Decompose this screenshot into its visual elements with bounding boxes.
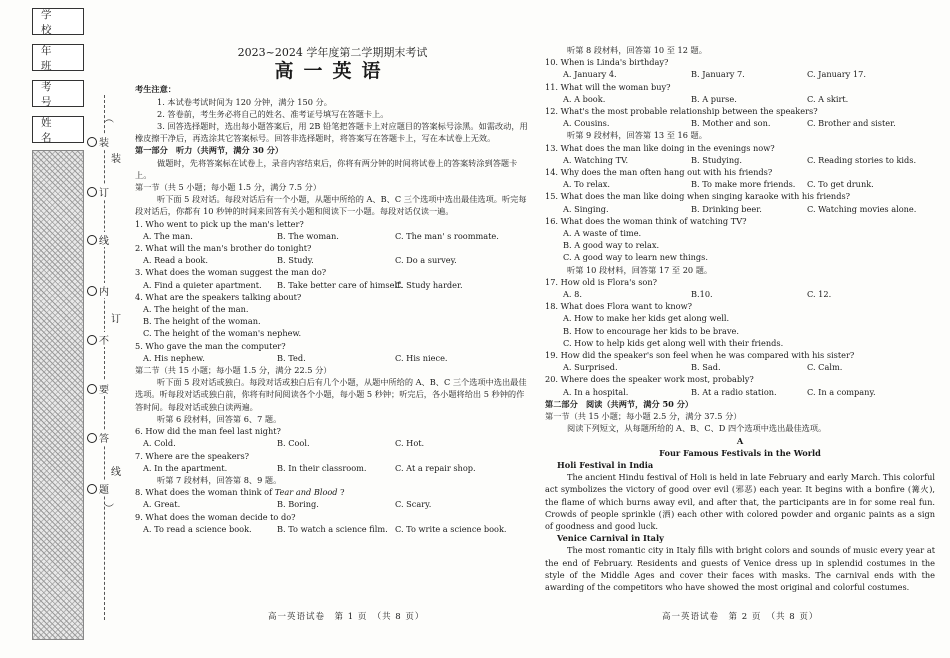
option-a[interactable]: A. To relax. (563, 179, 610, 190)
question-19 (545, 349, 935, 373)
part2-heading: 第二部分 阅读（共两节，满分 50 分） (545, 398, 694, 409)
binding-mid-3: 线 (111, 467, 121, 478)
option-a[interactable]: A. His nephew. (143, 352, 205, 363)
circle-icon (87, 137, 97, 147)
venice-paragraph: The most romantic city in Italy fills with bright colors and sounds of music every year at the end of February. Residents and guests of Venice dress up in splendid costumes in the style of the Middle Ages and cover their faces with masks. The carnival ends with the awarding of the competitors who have showed the most original and colorful costumes. (545, 545, 935, 592)
option-c[interactable]: C. The height of the woman's nephew. (143, 328, 302, 339)
listening-note: 听第 9 段材料，回答第 13 至 16 题。 (567, 130, 707, 141)
option-a[interactable]: A. Surprised. (563, 362, 618, 373)
option-c[interactable]: C. Do a survey. (395, 255, 457, 266)
option-a[interactable]: A. The man. (143, 230, 193, 241)
option-a[interactable]: A. Singing. (563, 203, 609, 214)
option-c[interactable]: C. January 17. (807, 69, 866, 80)
page-2 (545, 44, 935, 593)
exam-number-field[interactable]: 考 号 (32, 80, 84, 107)
binding-mark-text: 不 (99, 336, 109, 347)
stem-text: 8. What does the woman think of (135, 487, 275, 498)
option-a[interactable]: A. Cousins. (563, 118, 610, 129)
question-10 (545, 56, 935, 80)
option-b[interactable]: B. Boring. (277, 499, 319, 510)
option-c[interactable]: C. 12. (807, 289, 832, 300)
question-stem: 2. What will the man's brother do tonight? (135, 243, 312, 254)
question-stem: 19. How did the speaker's son feel when he was compared with his sister? (545, 350, 855, 361)
option-b[interactable]: B. The woman. (277, 230, 339, 241)
option-a[interactable]: A. Read a book. (143, 255, 209, 266)
question-17 (545, 276, 935, 300)
question-14 (545, 166, 935, 190)
exam-title: 2023~2024 学年度第二学期期末考试 (237, 46, 428, 59)
option-b[interactable]: B. Sad. (691, 362, 721, 373)
question-stem: 18. What does Flora want to know? (545, 301, 692, 312)
option-c[interactable]: C. Watching movies alone. (807, 203, 917, 214)
question-stem: 17. How old is Flora's son? (545, 276, 657, 287)
option-c[interactable]: C. A skirt. (807, 93, 849, 104)
question-stem: 3. What does the woman suggest the man do? (135, 267, 327, 278)
binding-mark-text: 答 (99, 434, 109, 445)
question-6 (135, 425, 530, 449)
binding-mark-text: 线 (99, 236, 109, 247)
question-stem: 16. What does the woman think of watching TV? (545, 215, 747, 226)
option-a[interactable]: A. 8. (563, 289, 582, 300)
binding-mark-text: 内 (99, 287, 109, 298)
binding-mid-2: 订 (111, 314, 121, 325)
notes-heading: 考生注意： (135, 84, 176, 95)
option-a[interactable]: A. A waste of time. (563, 228, 642, 239)
binding-mark-1 (87, 134, 109, 149)
binding-mid-1: 装 (111, 154, 121, 165)
binding-mark-text: 要 (99, 385, 109, 396)
binding-mark-7 (87, 430, 109, 445)
circle-icon (87, 286, 97, 296)
option-b[interactable]: B. Mother and son. (691, 118, 771, 129)
option-b[interactable]: B. To watch a science film. (277, 523, 388, 534)
passage-letter: A (736, 435, 744, 446)
page-1 (135, 0, 530, 535)
circle-icon (87, 187, 97, 197)
option-c[interactable]: C. A good way to learn new things. (563, 252, 708, 263)
option-b[interactable]: B. Cool. (277, 438, 310, 449)
option-b[interactable]: B. Studying. (691, 154, 742, 165)
question-stem: 12. What's the most probable relationship between the speakers? (545, 106, 818, 117)
holi-heading: Holi Festival in India (557, 459, 654, 470)
paren-bottom: ︶ (104, 504, 114, 515)
option-a[interactable]: A. In the apartment. (143, 462, 228, 473)
option-b[interactable]: B. Drinking beer. (691, 203, 762, 214)
school-field[interactable]: 学 校 (32, 8, 84, 35)
passage-title: Four Famous Festivals in the World (659, 447, 821, 458)
question-stem (135, 486, 530, 498)
question-stem: 10. When is Linda's birthday? (545, 57, 669, 68)
option-c[interactable]: C. Reading stories to kids. (807, 154, 917, 165)
option-b[interactable]: B. To make more friends. (691, 179, 796, 190)
option-c[interactable]: C. Study harder. (395, 279, 463, 290)
option-b[interactable]: B.10. (691, 289, 713, 300)
option-b[interactable]: B. The height of the woman. (143, 316, 261, 327)
binding-mark-3 (87, 232, 109, 247)
option-a[interactable]: A. To read a science book. (143, 523, 252, 534)
class-field[interactable]: 年 班 (32, 44, 84, 71)
question-15 (545, 190, 935, 214)
binding-mark-text: 装 (99, 138, 109, 149)
option-c[interactable]: C. To get drunk. (807, 179, 874, 190)
question-16 (545, 215, 935, 264)
binding-mark-2 (87, 184, 109, 199)
section1-instruction: 听下面 5 段对话。每段对话后有一个小题，从题中所给的 A、B、C 三个选项中选出最佳选项。听完每段对话后，你都有 10 秒钟的时间来回答有关小题和阅读下一小题。每段对话仅读一遍。 (135, 194, 527, 217)
circle-icon (87, 433, 97, 443)
book-title: Tear and Blood (274, 487, 338, 498)
question-11 (545, 81, 935, 105)
student-info-panel (32, 8, 84, 152)
holi-paragraph: The ancient Hindu festival of Holi is held in late February and early March. This colorful act symbolizes the victory of good over evil (邪恶) each year. It begins with a bonfire (篝火), the flame of which burns away evil, and after that, the participants are in for some real fun. Crowds of people sprinkle (洒) each other with colored powder and organic paints as a sign of goodness and good luck. (545, 472, 935, 531)
binding-mark-5 (87, 332, 109, 347)
question-4 (135, 291, 530, 340)
option-a[interactable]: A. Great. (143, 499, 181, 510)
part1-heading: 第一部分 听力（共两节，满分 30 分） (135, 145, 284, 156)
hatched-margin (32, 150, 84, 640)
binding-mark-text: 订 (99, 188, 109, 199)
option-a[interactable]: A. A book. (563, 93, 606, 104)
option-a[interactable]: A. How to make her kids get along well. (563, 313, 730, 324)
reading-instruction: 阅读下列短文，从每题所给的 A、B、C、D 四个选项中选出最佳选项。 (567, 423, 827, 434)
question-stem: 7. Where are the speakers? (135, 450, 250, 461)
option-b[interactable]: B. January 7. (691, 69, 745, 80)
option-c[interactable]: C. Scary. (395, 499, 432, 510)
option-a[interactable]: A. Watching TV. (563, 154, 629, 165)
note-2: 2. 答卷前，考生务必将自己的姓名、准考证号填写在答题卡上。 (157, 108, 389, 119)
listening-note: 听第 8 段材料，回答第 10 至 12 题。 (567, 45, 707, 55)
note-3: 3. 回答选择题时，选出每小题答案后，用 2B 铅笔把答题卡上对应题目的答案标号涂黑。如需改动，用橡皮擦干净后，再选涂其它答案标号。回答非选择题时，将答案写在答题卡上，写在本试卷上无效。 (135, 121, 528, 144)
binding-mark-8 (87, 481, 109, 496)
option-c[interactable]: C. Hot. (395, 438, 425, 449)
option-b[interactable]: B. How to encourage her kids to be brave. (563, 325, 739, 336)
page-footer-2: 高一英语试卷 第 2 页 （共 8 页） (662, 612, 819, 622)
option-a[interactable]: A. January 4. (563, 69, 617, 80)
subject-title: 高一英语 (274, 60, 391, 83)
option-b[interactable]: B. Take better care of himself. (277, 279, 403, 290)
option-c[interactable]: C. At a repair shop. (395, 462, 476, 473)
section1-heading: 第一节（共 5 小题；每小题 1.5 分，满分 7.5 分） (135, 182, 322, 193)
option-c[interactable]: C. How to help kids get along well with their friends. (563, 337, 784, 348)
paren-top: ︵ (104, 114, 114, 125)
question-8 (135, 486, 530, 510)
option-a[interactable]: A. Cold. (143, 438, 176, 449)
circle-icon (87, 484, 97, 494)
option-b[interactable]: B. Study. (277, 255, 314, 266)
option-c[interactable]: C. To write a science book. (395, 523, 507, 534)
name-field[interactable]: 姓 名 (32, 116, 84, 143)
question-12 (545, 105, 935, 129)
venice-heading: Venice Carnival in Italy (557, 533, 664, 544)
option-a[interactable]: A. In a hospital. (563, 386, 629, 397)
question-stem: 1. Who went to pick up the man's letter? (135, 218, 304, 229)
circle-icon (87, 384, 97, 394)
question-9 (135, 511, 530, 535)
binding-mark-6 (87, 381, 109, 396)
option-b[interactable]: B. At a radio station. (691, 386, 777, 397)
stem-text: ? (337, 487, 345, 498)
question-stem: 6. How did the man feel last night? (135, 426, 281, 437)
listening-note: 听第 10 段材料，回答第 17 至 20 题。 (567, 264, 713, 275)
question-20 (545, 373, 935, 397)
question-stem: 11. What will the woman buy? (545, 81, 671, 92)
question-stem: 20. Where does the speaker work most, probably? (545, 374, 754, 385)
option-c[interactable]: C. Brother and sister. (807, 118, 896, 129)
question-stem: 13. What does the man like doing in the evenings now? (545, 142, 775, 153)
question-5 (135, 340, 530, 364)
binding-mark-4 (87, 283, 109, 298)
question-stem: 9. What does the woman decide to do? (135, 511, 296, 522)
option-b[interactable]: B. Ted. (277, 352, 306, 363)
question-stem: 14. Why does the man often hang out with his friends? (545, 167, 773, 178)
listening-note: 听第 6 段材料，回答第 6、7 题。 (157, 413, 282, 424)
question-stem: 5. Who gave the man the computer? (135, 340, 286, 351)
option-c[interactable]: C. The man' s roommate. (395, 230, 499, 241)
option-b[interactable]: B. In their classroom. (277, 462, 367, 473)
question-3 (135, 266, 530, 290)
circle-icon (87, 335, 97, 345)
circle-icon (87, 235, 97, 245)
question-2 (135, 242, 530, 266)
binding-mark-text: 题 (99, 485, 109, 496)
question-stem: 4. What are the speakers talking about? (135, 291, 302, 302)
option-b[interactable]: B. A good way to relax. (563, 240, 660, 251)
question-1 (135, 218, 530, 242)
question-7 (135, 450, 530, 474)
question-13 (545, 142, 935, 166)
option-c[interactable]: C. His niece. (395, 352, 448, 363)
question-18 (545, 300, 935, 349)
option-b[interactable]: B. A purse. (691, 93, 737, 104)
page-footer-1: 高一英语试卷 第 1 页 （共 8 页） (268, 612, 425, 622)
option-a[interactable]: A. Find a quieter apartment. (143, 279, 262, 290)
option-c[interactable]: C. In a company. (807, 386, 876, 397)
question-stem: 15. What does the man like doing when singing karaoke with his friends? (545, 191, 851, 202)
option-c[interactable]: C. Calm. (807, 362, 843, 373)
part1-instruction: 做题时，先将答案标在试卷上，录音内容结束后，你将有两分钟的时间将试卷上的答案转涂到答题卡上。 (135, 157, 518, 180)
reading-section1-heading: 第一节（共 15 小题；每小题 2.5 分，满分 37.5 分） (545, 411, 742, 422)
section2-instruction: 听下面 5 段对话或独白。每段对话或独白后有几个小题，从题中所给的 A、B、C 三个选项中选出最佳选项。听每段对话或独白前，你将有时间阅读各个小题，每小题 5 秒钟；听完后，各小题将给出 5 秒钟的作答时间。每段对话或独白读两遍。 (135, 377, 527, 412)
section2-heading: 第二节（共 15 小题；每小题 1.5 分，满分 22.5 分） (135, 365, 332, 376)
option-a[interactable]: A. The height of the man. (143, 304, 249, 315)
cut-line (104, 95, 105, 620)
note-1: 1. 本试卷考试时间为 120 分钟，满分 150 分。 (157, 96, 332, 107)
listening-note: 听第 7 段材料，回答第 8、9 题。 (157, 474, 282, 485)
